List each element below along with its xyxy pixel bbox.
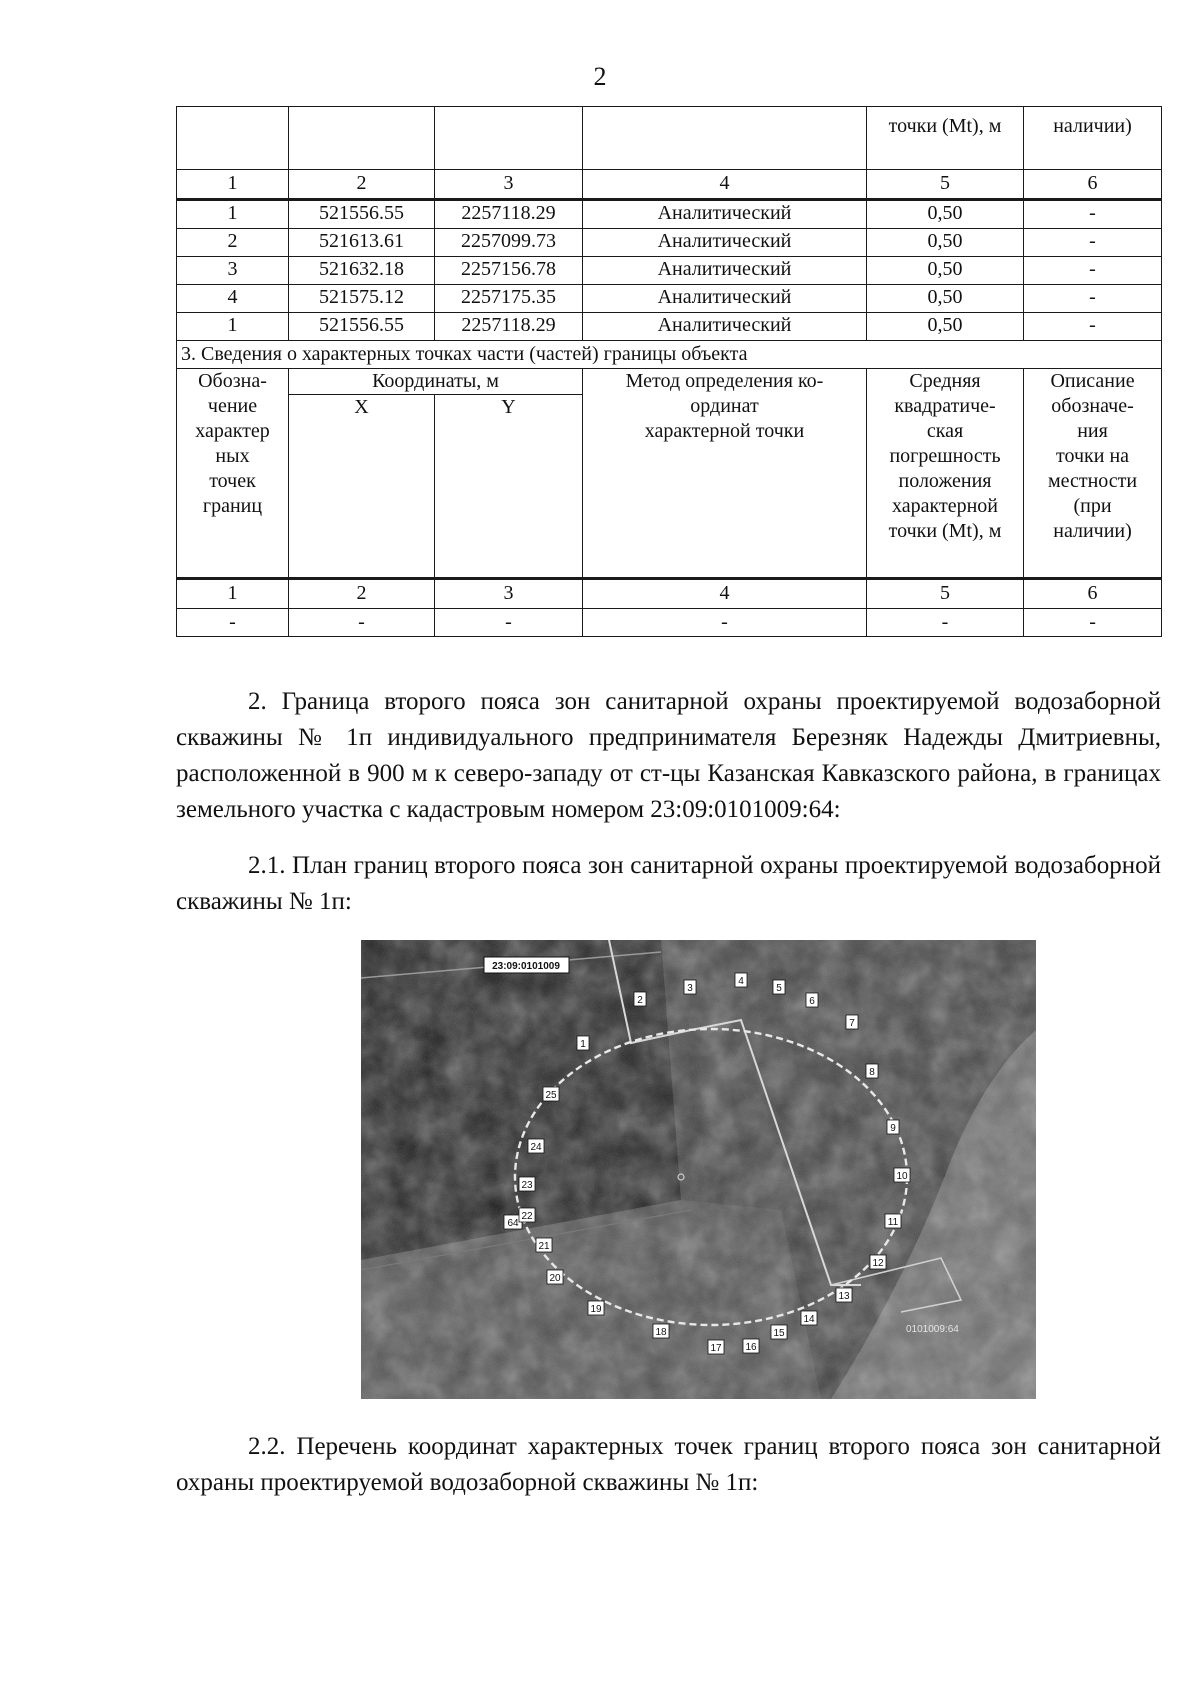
parcel-label: 64 — [507, 1218, 519, 1229]
boundary-point-label: 18 — [655, 1327, 667, 1338]
boundary-point-label: 11 — [887, 1217, 899, 1228]
boundary-point-label: 25 — [545, 1090, 557, 1101]
boundary-point-label: 8 — [869, 1067, 875, 1078]
header-designation: Обозна- чение характер ных точек границ — [177, 369, 289, 579]
page-number: 2 — [593, 62, 607, 91]
header-method: Метод определения ко- ординат характерной точки — [583, 369, 867, 579]
cadastral-label: 23:09:0101009 — [492, 961, 560, 972]
boundary-point-16 — [743, 1339, 759, 1353]
boundary-point-label: 10 — [896, 1171, 908, 1182]
boundary-point-label: 5 — [776, 983, 782, 994]
table-row: 1 521556.55 2257118.29 Аналитический 0,50 - — [177, 200, 1162, 229]
boundary-point-label: 14 — [803, 1314, 815, 1325]
boundary-point-4 — [735, 973, 747, 987]
header-description-fragment: наличии) — [1024, 107, 1162, 170]
header-description: Описание обозначе- ния точки на местности (при наличии) — [1024, 369, 1162, 579]
boundary-plan-map — [361, 940, 1036, 1399]
boundary-point-12 — [870, 1255, 886, 1269]
boundary-point-label: 4 — [738, 976, 744, 987]
boundary-point-label: 23 — [521, 1180, 533, 1191]
boundary-point-7 — [846, 1015, 858, 1029]
boundary-point-label: 2 — [637, 995, 643, 1006]
boundary-point-label: 13 — [838, 1291, 850, 1302]
paragraph-coordinates-list-heading: 2.2. Перечень координат характерных точек границ второго пояса зон санитарной охраны проектируемой водозаборной скважины № 1п: — [176, 1433, 1161, 1496]
boundary-point-15 — [771, 1325, 787, 1339]
boundary-point-label: 20 — [549, 1273, 561, 1284]
boundary-point-label: 24 — [530, 1142, 542, 1153]
table-row: - - - - - - — [177, 609, 1162, 637]
header-x: X — [289, 395, 435, 579]
header-error-fragment: точки (Mt), м — [867, 107, 1024, 170]
boundary-point-label: 1 — [580, 1039, 586, 1050]
boundary-point-23 — [519, 1177, 535, 1191]
boundary-point-label: 17 — [710, 1343, 722, 1354]
boundary-point-label: 21 — [538, 1241, 550, 1252]
column-number-row: 1 2 3 4 5 6 — [177, 579, 1162, 609]
boundary-point-label: 9 — [890, 1123, 896, 1134]
boundary-part-points-table — [176, 340, 1162, 637]
paragraph-zone-boundary: 2. Граница второго пояса зон санитарной охраны проектируемой водозаборной скважины № 1п индивидуального предпринимателя Березняк Надежды Дмитриевны, расположенной в 900 м к северо-западу от ст-цы Казанская Кавказского района, в границах земельного участка с кадастровым номером 23:09:0101009:64: — [176, 688, 1161, 823]
boundary-point-11 — [885, 1214, 901, 1228]
boundary-point-label: 15 — [773, 1328, 785, 1339]
header-y: Y — [435, 395, 583, 579]
boundary-point-17 — [708, 1340, 724, 1354]
table-row: 3 521632.18 2257156.78 Аналитический 0,50 - — [177, 257, 1162, 285]
boundary-point-label: 16 — [745, 1342, 757, 1353]
table-row: 2 521613.61 2257099.73 Аналитический 0,50 - — [177, 229, 1162, 257]
boundary-point-20 — [547, 1270, 563, 1284]
boundary-point-label: 12 — [872, 1258, 884, 1269]
boundary-point-19 — [588, 1301, 604, 1315]
table-row: 4 521575.12 2257175.35 Аналитический 0,50 - — [177, 285, 1162, 313]
boundary-point-24 — [528, 1139, 544, 1153]
boundary-point-label: 6 — [809, 996, 815, 1007]
boundary-point-label: 3 — [687, 983, 693, 994]
parcel-label-right: 0101009:64 — [906, 1324, 959, 1335]
boundary-point-21 — [536, 1238, 552, 1252]
boundary-point-label: 7 — [849, 1018, 855, 1029]
boundary-point-22 — [519, 1208, 535, 1222]
boundary-point-2 — [634, 992, 646, 1006]
column-number-row: 1 2 3 4 5 6 — [177, 170, 1162, 200]
section-caption: 3. Сведения о характерных точках части (частей) границы объекта — [177, 341, 1162, 369]
boundary-point-10 — [894, 1168, 910, 1182]
coordinates-table-top — [176, 106, 1162, 341]
boundary-point-25 — [543, 1087, 559, 1101]
boundary-point-5 — [773, 980, 785, 994]
boundary-point-13 — [836, 1288, 852, 1302]
header-error: Средняя квадратиче- ская погрешность положения характерной точки (Mt), м — [867, 369, 1024, 579]
header-coordinates: Координаты, м — [289, 369, 583, 395]
boundary-point-label: 22 — [521, 1211, 533, 1222]
boundary-point-9 — [887, 1120, 899, 1134]
boundary-point-6 — [806, 993, 818, 1007]
table-header-continuation — [177, 107, 1162, 170]
boundary-point-1 — [577, 1036, 589, 1050]
boundary-point-14 — [801, 1311, 817, 1325]
paragraph-plan-heading: 2.1. План границ второго пояса зон санитарной охраны проектируемой водозаборной скважины № 1п: — [176, 852, 1161, 915]
boundary-point-18 — [653, 1324, 669, 1338]
boundary-point-3 — [684, 980, 696, 994]
table-row: 1 521556.55 2257118.29 Аналитический 0,50 - — [177, 313, 1162, 341]
boundary-point-label: 19 — [590, 1304, 602, 1315]
boundary-point-8 — [866, 1064, 878, 1078]
